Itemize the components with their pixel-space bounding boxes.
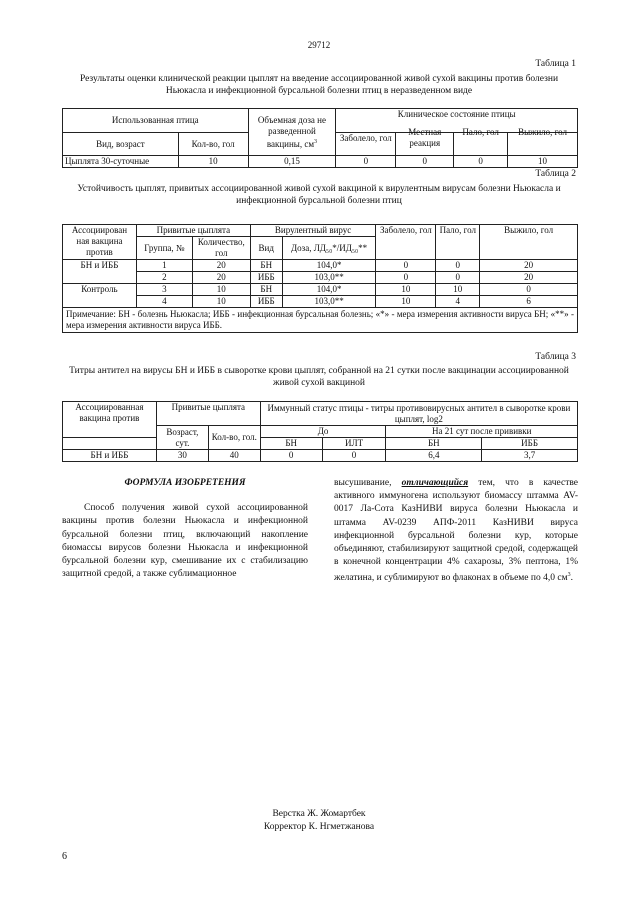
t3-cell: 30 (156, 450, 208, 462)
t2-cell: 10 (376, 296, 436, 308)
t2-cell: БН (250, 284, 282, 296)
t3-h-before: До (260, 426, 386, 438)
t2-cell: 2 (136, 272, 192, 284)
t3-h-age: Возраст, сут. (156, 426, 208, 450)
t1-h-clinical: Клиническое состояние птицы (336, 109, 578, 133)
t3-h-blank (63, 438, 157, 450)
table3 (62, 401, 578, 462)
t1-h-kind-age: Вид, возраст (63, 133, 179, 156)
t2-cell: 0 (376, 260, 436, 272)
table3-label: Таблица 3 (535, 352, 576, 362)
t2-h-virulent: Вирулентный вирус (250, 225, 376, 237)
t2-cell: 10 (192, 284, 250, 296)
page-number-top: 29712 (307, 40, 331, 50)
t3-h-ilt: ИЛТ (322, 438, 386, 450)
footer-layout: Верстка Ж. Жомартбек (272, 809, 366, 819)
t3-h-bn1: БН (260, 438, 322, 450)
t2-cell: 20 (192, 260, 250, 272)
t3-cell: 40 (208, 450, 260, 462)
t2-note: Примечание: БН - болезнь Ньюкасла; ИББ - инфекционная бурсальная болезнь; «*» - мера измерения активности вируса БН; «**» - мера измерения активности вируса ИББ. (63, 308, 578, 333)
t2-cell: 10 (436, 284, 480, 296)
table1-title: Результаты оценки клинической реакции цыплят на введение ассоциированной живой сухой вакцины против болезни Ньюкасла и инфекционной бурсальной болезни птиц в неразведенном виде (79, 74, 559, 96)
t3-cell: 0 (322, 450, 386, 462)
t3-cell: 0 (260, 450, 322, 462)
t2-cell: 4 (436, 296, 480, 308)
t1-h-used-bird: Использованная птица (63, 109, 249, 133)
t2-cell: 20 (480, 272, 578, 284)
t2-cell: 4 (136, 296, 192, 308)
formula-heading: ФОРМУЛА ИЗОБРЕТЕНИЯ (124, 478, 246, 488)
t2-h-survived: Выжило, гол (480, 225, 578, 260)
t3-cell: БН и ИББ (63, 450, 157, 462)
t2-cell: 10 (192, 296, 250, 308)
t1-h-volume: Объемная доза не разведенной вакцины, $см^3$ (248, 109, 336, 156)
formula-left-column (62, 477, 308, 581)
page-number-bottom: 6 (62, 851, 67, 862)
t1-h-sick: Заболело, гол (336, 127, 396, 150)
t2-h-qty: Количество, гол (192, 237, 250, 260)
table2 (62, 224, 578, 333)
t1-cell: 0 (396, 156, 454, 168)
footer (0, 808, 638, 834)
t3-cell: 3,7 (482, 450, 578, 462)
table2-title: Устойчивость цыплят, привитых ассоциированной живой сухой вакциной к вирулентным вирусам болезни Ньюкасла и инфекционной бурсальной болезни птиц (77, 184, 561, 206)
t2-h-sick: Заболело, гол (376, 225, 436, 260)
t2-cell: 20 (192, 272, 250, 284)
t2-h-kind: Вид (250, 237, 282, 260)
t2-h-assoc: Ассоциирован ная вакцина против (63, 225, 137, 260)
formula-right-emph: отличающийся (401, 478, 469, 488)
t2-cell: 0 (376, 272, 436, 284)
formula-right-column (334, 477, 578, 586)
t2-cell: 103,0** (282, 296, 376, 308)
t1-h-survived: Выжило, гол (508, 121, 578, 144)
formula-right-text: тем, что в качестве активного иммуногена используют биомассу штамма AV-0017 Ла-Сота КазНИВИ вируса болезни Ньюкасла и штамма AV-0239 АПФ-2011 КазНИВИ вируса инфекционной бурсальной болезни кур, которые объединяют, стабилизируют защитной средой, содержащей в конечной концентрации 4% сахарозы, 3% пептона, 1% желатина, и сублимируют во флаконах в объеме по 4,0 см (334, 478, 578, 584)
t2-cell: 0 (436, 260, 480, 272)
t2-h-group: Группа, № (136, 237, 192, 260)
t1-cell: 10 (508, 156, 578, 168)
t1-cell: 10 (178, 156, 248, 168)
t3-h-immune: Иммунный статус птицы - титры противовирусных антител в сыворотке крови цыплят, log2 (260, 402, 577, 426)
t2-cell: 103,0** (282, 272, 376, 284)
t2-cell: ИББ (250, 296, 282, 308)
t2-h-vaccinated: Привитые цыплята (136, 225, 250, 237)
t3-h-after: На 21 сут после прививки (386, 426, 578, 438)
table3-title: Титры антител на вирусы БН и ИББ в сыворотке крови цыплят, собранной на 21 сутки после вакцинации ассоциированной живой сухой вакциной (69, 366, 569, 388)
formula-right-pre: высушивание, (334, 478, 402, 488)
t1-h-count: Кол-во, гол (178, 133, 248, 156)
t1-h-dead: Пало, гол (454, 121, 508, 144)
t2-cell: 1 (136, 260, 192, 272)
t1-h-local: Местная реакция (396, 127, 454, 150)
table2-label: Таблица 2 (535, 169, 576, 179)
t2-cell: 104,0* (282, 284, 376, 296)
t1-cell: 0 (336, 156, 396, 168)
footer-corrector: Корректор К. Нгметжанова (263, 822, 375, 832)
t3-h-ibb: ИББ (482, 438, 578, 450)
t1-cell: Цыплята 30-суточные (63, 156, 179, 168)
formula-left-text: Способ получения живой сухой ассоциированной вакцины против болезни Ньюкасла и инфекционной бурсальной болезни птиц, включающий накопление биомассы вирусов болезни Ньюкасла и инфекционной бурсальной болезни кур, смешивание их с стабилизацию защитной средой, а также сублимационное (62, 503, 308, 580)
t1-cell: 0,15 (248, 156, 336, 168)
t2-cell: 10 (376, 284, 436, 296)
t2-cell: 3 (136, 284, 192, 296)
formula-right-sup: 3 (567, 572, 571, 579)
t2-cell: БН (250, 260, 282, 272)
t3-cell: 6,4 (386, 450, 482, 462)
t3-h-bn2: БН (386, 438, 482, 450)
t2-group-label: Контроль (63, 284, 137, 308)
t3-h-qty: Кол-во, гол. (208, 426, 260, 450)
t2-h-dose: Доза, ЛД₅₀*/ИД₅₀** (282, 237, 376, 260)
t1-cell: 0 (454, 156, 508, 168)
t2-group-label: БН и ИББ (63, 260, 137, 284)
t2-cell: 0 (480, 284, 578, 296)
t2-cell: 104,0* (282, 260, 376, 272)
t2-cell: 20 (480, 260, 578, 272)
t2-cell: 0 (436, 272, 480, 284)
t3-h-assoc: Ассоциированная вакцина против (63, 402, 157, 438)
t3-h-vaccinated: Привитые цыплята (156, 402, 260, 426)
table1 (62, 108, 578, 168)
formula-right-end: . (570, 573, 573, 584)
t2-cell: ИББ (250, 272, 282, 284)
table1-label: Таблица 1 (535, 59, 576, 69)
t2-cell: 6 (480, 296, 578, 308)
t2-h-dead: Пало, гол (436, 225, 480, 260)
